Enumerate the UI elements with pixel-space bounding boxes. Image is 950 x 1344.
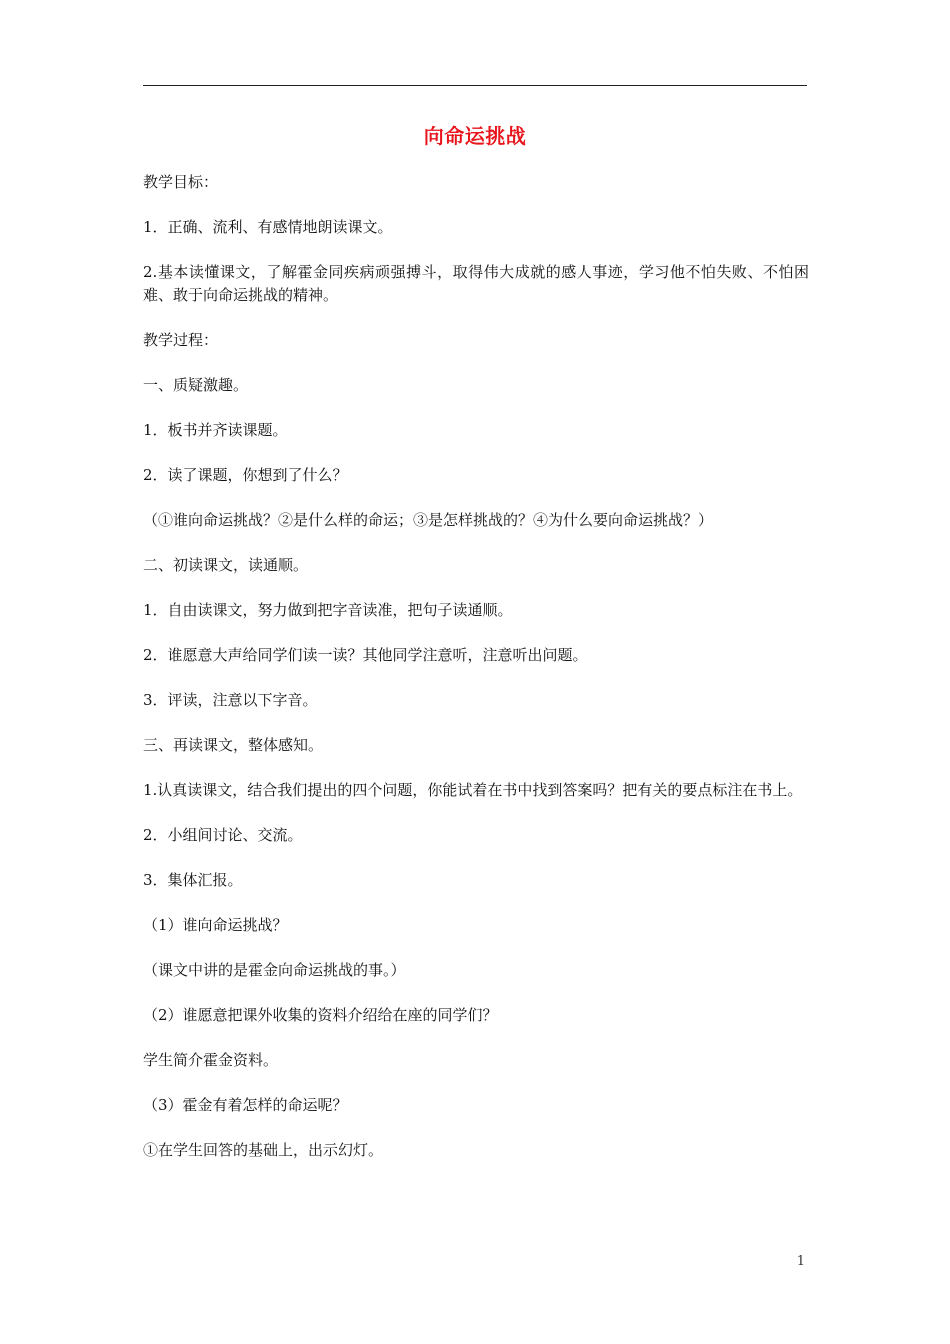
paragraph: 二、初读课文，读通顺。 (143, 555, 309, 574)
paragraph: ①在学生回答的基础上，出示幻灯。 (143, 1140, 384, 1159)
document-title: 向命运挑战 (423, 124, 527, 148)
paragraph: 2．谁愿意大声给同学们读一读？其他同学注意听，注意听出问题。 (143, 645, 588, 664)
paragraph: 学生简介霍金资料。 (143, 1050, 279, 1069)
paragraph: （1）谁向命运挑战？ (143, 915, 288, 934)
paragraph: 教学过程： (143, 330, 219, 349)
paragraph: 教学目标： (143, 173, 219, 191)
page-number: 1 (796, 1254, 805, 1269)
paragraph: 1．自由读课文，努力做到把字音读准，把句子读通顺。 (143, 600, 513, 619)
document-body (143, 171, 809, 1184)
paragraph: （课文中讲的是霍金向命运挑战的事。） (143, 960, 406, 979)
paragraph: 2．读了课题，你想到了什么？ (143, 465, 348, 484)
paragraph: 一、质疑激趣。 (143, 375, 249, 394)
paragraph: 1．板书并齐读课题。 (143, 420, 288, 439)
paragraph: 三、再读课文，整体感知。 (143, 735, 324, 754)
header-rule (143, 85, 807, 86)
paragraph: 2．小组间讨论、交流。 (143, 825, 303, 844)
paragraph: 3．集体汇报。 (143, 870, 243, 889)
paragraph: 1.认真读课文，结合我们提出的四个问题，你能试着在书中找到答案吗？把有关的要点标注在书上。 (143, 780, 803, 799)
paragraph: （①谁向命运挑战？②是什么样的命运；③是怎样挑战的？④为什么要向命运挑战？） (143, 510, 714, 529)
paragraph: （3）霍金有着怎样的命运呢？ (143, 1095, 348, 1114)
paragraph: 3．评读，注意以下字音。 (143, 690, 318, 709)
paragraph: 1．正确、流利、有感情地朗读课文。 (143, 218, 393, 236)
paragraph: （2）谁愿意把课外收集的资料介绍给在座的同学们？ (143, 1005, 498, 1024)
paragraph: 2.基本读懂课文，了解霍金同疾病顽强搏斗，取得伟大成就的感人事迹，学习他不怕失败、不怕困难、敢于向命运挑战的精神。 (143, 263, 809, 304)
